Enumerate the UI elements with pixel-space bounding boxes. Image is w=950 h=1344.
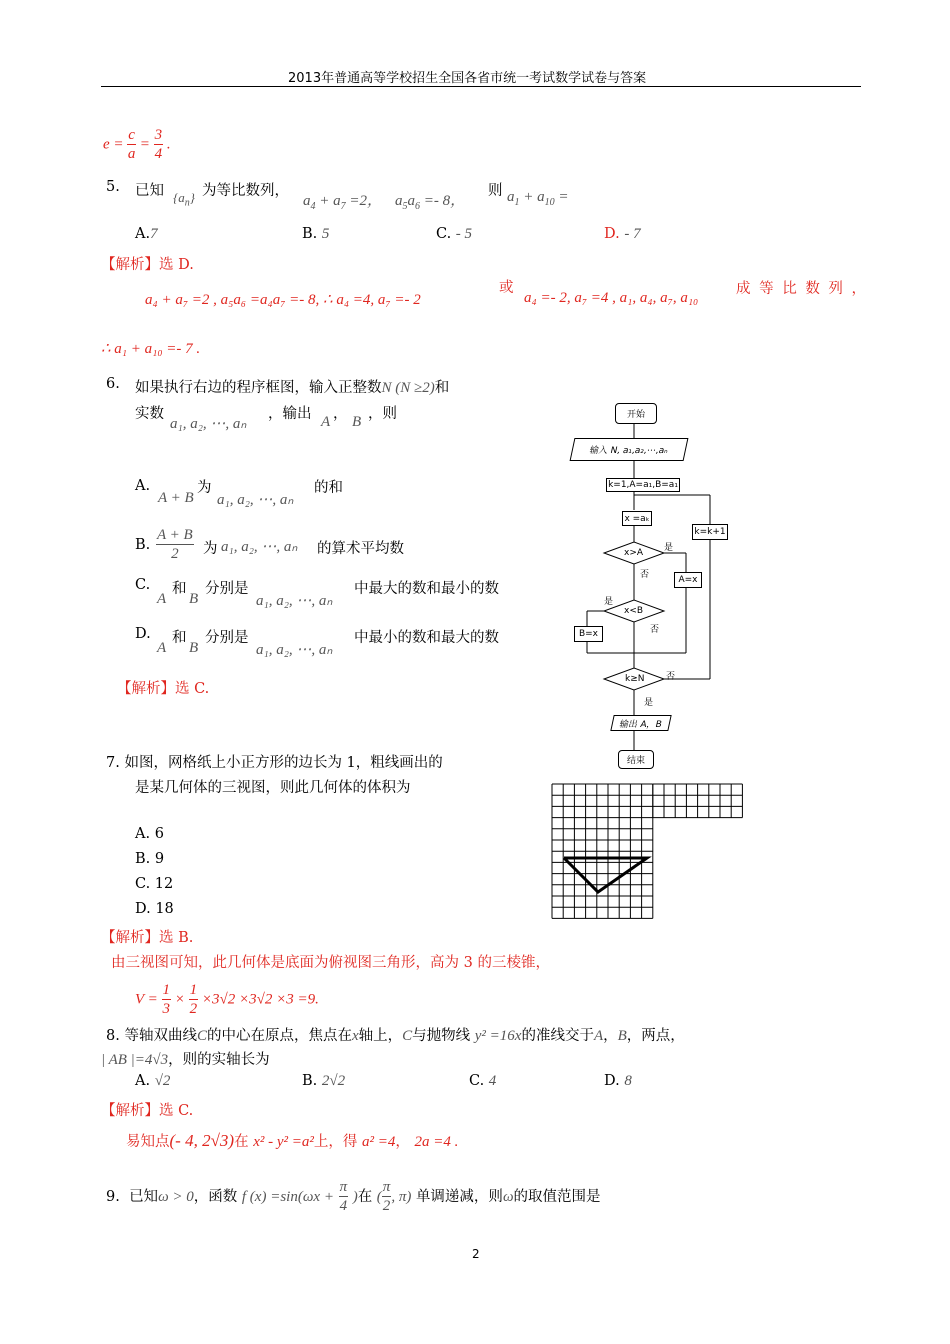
q6-option-b-frac: $\frac{A + B}{2}$ <box>157 527 193 562</box>
q8-option-d: D. 8 <box>604 1073 632 1089</box>
flowchart-end: 结束 <box>618 750 654 769</box>
q5-text1: 为等比数列， <box>202 183 289 199</box>
flowchart-assign-x: x =aₖ <box>622 511 652 526</box>
flowchart-cond3: k≥N <box>625 674 645 684</box>
q6-line2-A: A <box>321 414 331 430</box>
q9-line: 9. 已知ω > 0，函数 f (x) =sin(ωx + $\frac{\pi}{4}$ )在 ( $\frac{\pi}{2}$ , π) 单调递减，则ω的取值范围是 <box>106 1179 601 1214</box>
eccentricity-answer: e = $\frac{c}{a}$ = $\frac{3}{4}$ . <box>103 127 171 162</box>
q6-option-d-seq: a₁, a₂, ⋯, aₙ <box>256 642 333 658</box>
flowchart-no2: 否 <box>650 625 660 635</box>
q6-option-c-A: A <box>157 591 167 607</box>
q5-condition1: $a_4 + a_7 =2$， <box>303 193 382 212</box>
q5-then: 则 <box>488 183 503 199</box>
q6-option-b-label: B. <box>135 537 151 553</box>
q8-option-b: B. 2√2 <box>302 1073 346 1089</box>
q8-option-a: A. √2 <box>135 1073 171 1089</box>
flowchart-init: k=1,A=a₁,B=a₁ <box>606 478 680 492</box>
q6-option-c-B: B <box>189 591 199 607</box>
q6-option-c-text3: 中最大的数和最小的数 <box>354 581 499 597</box>
flowchart-cond2: x<B <box>624 606 644 616</box>
q7-line1: 7. 如图，网格纸上小正方形的边长为 1，粗线画出的 <box>106 755 443 771</box>
flowchart-increment: k=k+1 <box>692 524 728 540</box>
q8-line2: | AB |=4√3，则的实轴长为 <box>101 1052 270 1068</box>
q5-number: 5. <box>106 179 120 195</box>
flowchart-yes3: 是 <box>644 698 654 708</box>
q6-option-a-text2: 的和 <box>314 480 343 496</box>
q7-option-c: C. 12 <box>135 876 174 892</box>
q6-option-b-text2: 的算术平均数 <box>317 541 404 557</box>
flowchart-yes2: 是 <box>604 597 614 607</box>
q6-line2-comma: ， <box>333 406 348 422</box>
q6-option-d-A: A <box>157 640 167 656</box>
q5-solution-tail: 成 等 比 数 列 ， <box>736 281 869 297</box>
q5-sequence: $\{a_n\}$ <box>173 190 195 209</box>
q6-line2-output: ，输出 <box>268 406 312 422</box>
flowchart-cond1: x>A <box>624 548 644 558</box>
q5-option-d: D. - 7 <box>604 226 641 242</box>
q8-analysis: 【解析】选 C. <box>101 1103 194 1119</box>
q6-line2-B: B <box>352 414 362 430</box>
q5-solution-line1b: a₄ =- 2, a₇ =4 , a₁, a₄, a₇, a₁₀ <box>524 290 699 306</box>
q6-option-d-B: B <box>189 640 199 656</box>
q6-line2-then: ，则 <box>368 406 397 422</box>
q7-solution-line2: V = $\frac{1}{3}$ × $\frac{1}{2}$ ×3√2 ×3√2 ×3 =9. <box>135 982 319 1017</box>
q5-option-a: A.7 <box>135 226 158 242</box>
q6-option-a-expr: A + B <box>158 490 194 506</box>
q6-option-c-label: C. <box>135 577 151 593</box>
q5-intro: 已知 <box>135 183 164 199</box>
q5-solution-line1: a₄ + a₇ =2 , a₅a₆ =a₄a₇ =- 8, ∴ a₄ =4, a₇ =- 2 <box>145 292 421 308</box>
flowchart-no1: 否 <box>640 570 650 580</box>
flowchart-input: 输入 N, a₁,a₂,⋯,aₙ <box>570 438 689 461</box>
q5-solution-or: 或 <box>499 280 514 296</box>
q5-option-c: C. - 5 <box>436 226 473 242</box>
flowchart-output: 输出 A，B <box>610 715 671 731</box>
q5-condition2: $a_5a_6 =- 8$， <box>395 193 466 212</box>
q5-solution-line2: ∴ a₁ + a₁₀ =- 7 . <box>101 341 201 357</box>
q7-line2: 是某几何体的三视图，则此几何体的体积为 <box>135 780 411 796</box>
q7-option-d: D. 18 <box>135 901 174 917</box>
q5-target: $a_1 + a_{10}$ = <box>507 189 569 208</box>
q6-option-d-label: D. <box>135 626 151 642</box>
q5-option-b: B. 5 <box>302 226 330 242</box>
q6-option-a-text1: 为 <box>197 480 212 496</box>
flowchart-start: 开始 <box>615 403 657 424</box>
q7-option-a: A. 6 <box>135 826 164 842</box>
q5-analysis: 【解析】选 D. <box>101 257 194 273</box>
q6-option-d-text2: 分别是 <box>205 630 249 646</box>
q8-solution: 易知点(- 4, 2√3)在 x² - y² =a²上，得 a² =4， 2a =4 . <box>126 1131 459 1150</box>
q6-number: 6. <box>106 376 120 392</box>
q6-line1: 如果执行右边的程序框图，输入正整数N (N ≥2)和 <box>135 380 450 396</box>
q6-option-c-and: 和 <box>172 581 187 597</box>
q7-option-b: B. 9 <box>135 851 165 867</box>
q6-option-c-text2: 分别是 <box>205 581 249 597</box>
q6-option-d-and: 和 <box>172 630 187 646</box>
page-header-title: 2013年普通高等学校招生全国各省市统一考试数学试卷与答案 <box>288 71 647 86</box>
flowchart <box>560 395 740 775</box>
q7-analysis: 【解析】选 B. <box>101 930 194 946</box>
q6-line2: 实数 <box>135 406 164 422</box>
flowchart-set-b: B=x <box>574 626 603 642</box>
page-number: 2 <box>472 1247 480 1261</box>
header-rule <box>101 86 861 87</box>
flowchart-yes1: 是 <box>664 543 674 553</box>
q6-line2-sequence: a₁, a₂, ⋯, aₙ <box>170 416 247 432</box>
q8-option-c: C. 4 <box>469 1073 497 1089</box>
q6-option-a-label: A. <box>135 478 151 494</box>
q6-option-b-text1: 为 <box>203 541 218 557</box>
flowchart-set-a: A=x <box>674 572 702 588</box>
q6-option-b-seq: a₁, a₂, ⋯, aₙ <box>221 539 298 555</box>
q6-option-c-seq: a₁, a₂, ⋯, aₙ <box>256 593 333 609</box>
q7-solution-line1: 由三视图可知，此几何体是底面为俯视图三角形，高为 3 的三棱锥， <box>111 955 550 971</box>
q6-option-d-text3: 中最小的数和最大的数 <box>354 630 499 646</box>
three-view-grid-figure <box>550 780 760 920</box>
q6-option-a-seq: a₁, a₂, ⋯, aₙ <box>217 492 294 508</box>
q8-line1: 8. 等轴双曲线C的中心在原点，焦点在x轴上，C与抛物线 y² =16x的准线交于A，B，两点， <box>106 1028 685 1044</box>
flowchart-no3: 否 <box>666 672 676 682</box>
q6-analysis: 【解析】选 C. <box>117 681 210 697</box>
